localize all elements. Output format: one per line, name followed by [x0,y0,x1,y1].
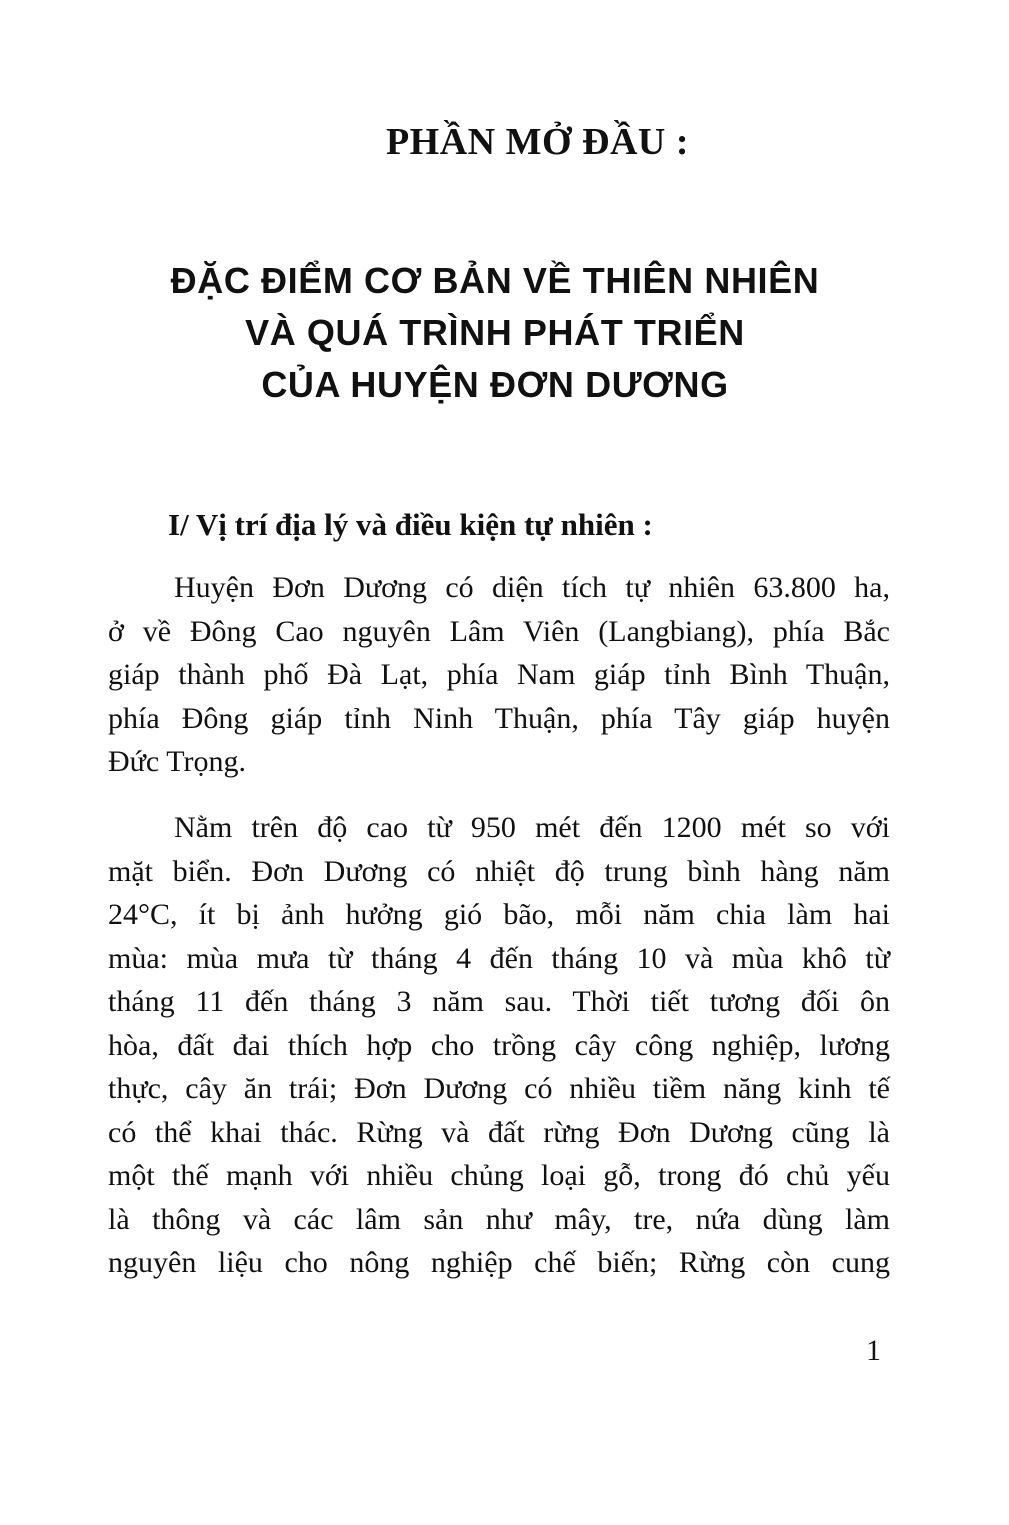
paragraph-climate [108,806,890,1285]
chapter-title-line: CỦA HUYỆN ĐƠN DƯƠNG [261,364,729,405]
page-number: 1 [866,1334,881,1367]
text-line: Đức Trọng. [108,745,246,778]
text-line: 24°C, ít bị ảnh hưởng gió bão, mỗi năm chia làm hai [108,898,890,931]
text-line: mặt biển. Đơn Dương có nhiệt độ trung bình hàng năm [108,854,890,888]
part-title: PHẦN MỞ ĐẦU : [385,121,690,163]
text-line: có thể khai thác. Rừng và đất rừng Đơn Dương cũng là [108,1115,890,1149]
text-line: phía Đông giáp tỉnh Ninh Thuận, phía Tây giáp huyện [108,701,890,735]
text-line: giáp thành phố Đà Lạt, phía Nam giáp tỉnh Bình Thuận, [108,658,890,691]
chapter-title-line: ĐẶC ĐIỂM CƠ BẢN VỀ THIÊN NHIÊN [170,260,820,301]
text-line: Huyện Đơn Dương có diện tích tự nhiên 63.800 ha, [174,571,890,604]
text-line: một thế mạnh với nhiều chủng loại gỗ, trong đó chủ yếu [108,1159,890,1192]
text-line: tháng 11 đến tháng 3 năm sau. Thời tiết tương đối ôn [108,985,890,1018]
chapter-title-line: VÀ QUÁ TRÌNH PHÁT TRIỂN [245,312,745,353]
text-line: Nằm trên độ cao từ 950 mét đến 1200 mét so với [174,811,890,844]
text-line: mùa: mùa mưa từ tháng 4 đến tháng 10 và mùa khô từ [108,941,890,975]
chapter-title [0,255,990,411]
text-line: hòa, đất đai thích hợp cho trồng cây công nghiệp, lương [108,1028,890,1062]
section-heading: I/ Vị trí địa lý và điều kiện tự nhiên : [168,507,653,542]
text-line: thực, cây ăn trái; Đơn Dương có nhiều tiềm năng kinh tế [108,1072,890,1105]
text-line: là thông và các lâm sản như mây, tre, nứa dùng làm [108,1202,890,1236]
text-line: nguyên liệu cho nông nghiệp chế biến; Rừng còn cung [108,1246,890,1279]
paragraph-location [108,566,890,784]
text-line: ở về Đông Cao nguyên Lâm Viên (Langbiang), phía Bắc [108,614,890,648]
